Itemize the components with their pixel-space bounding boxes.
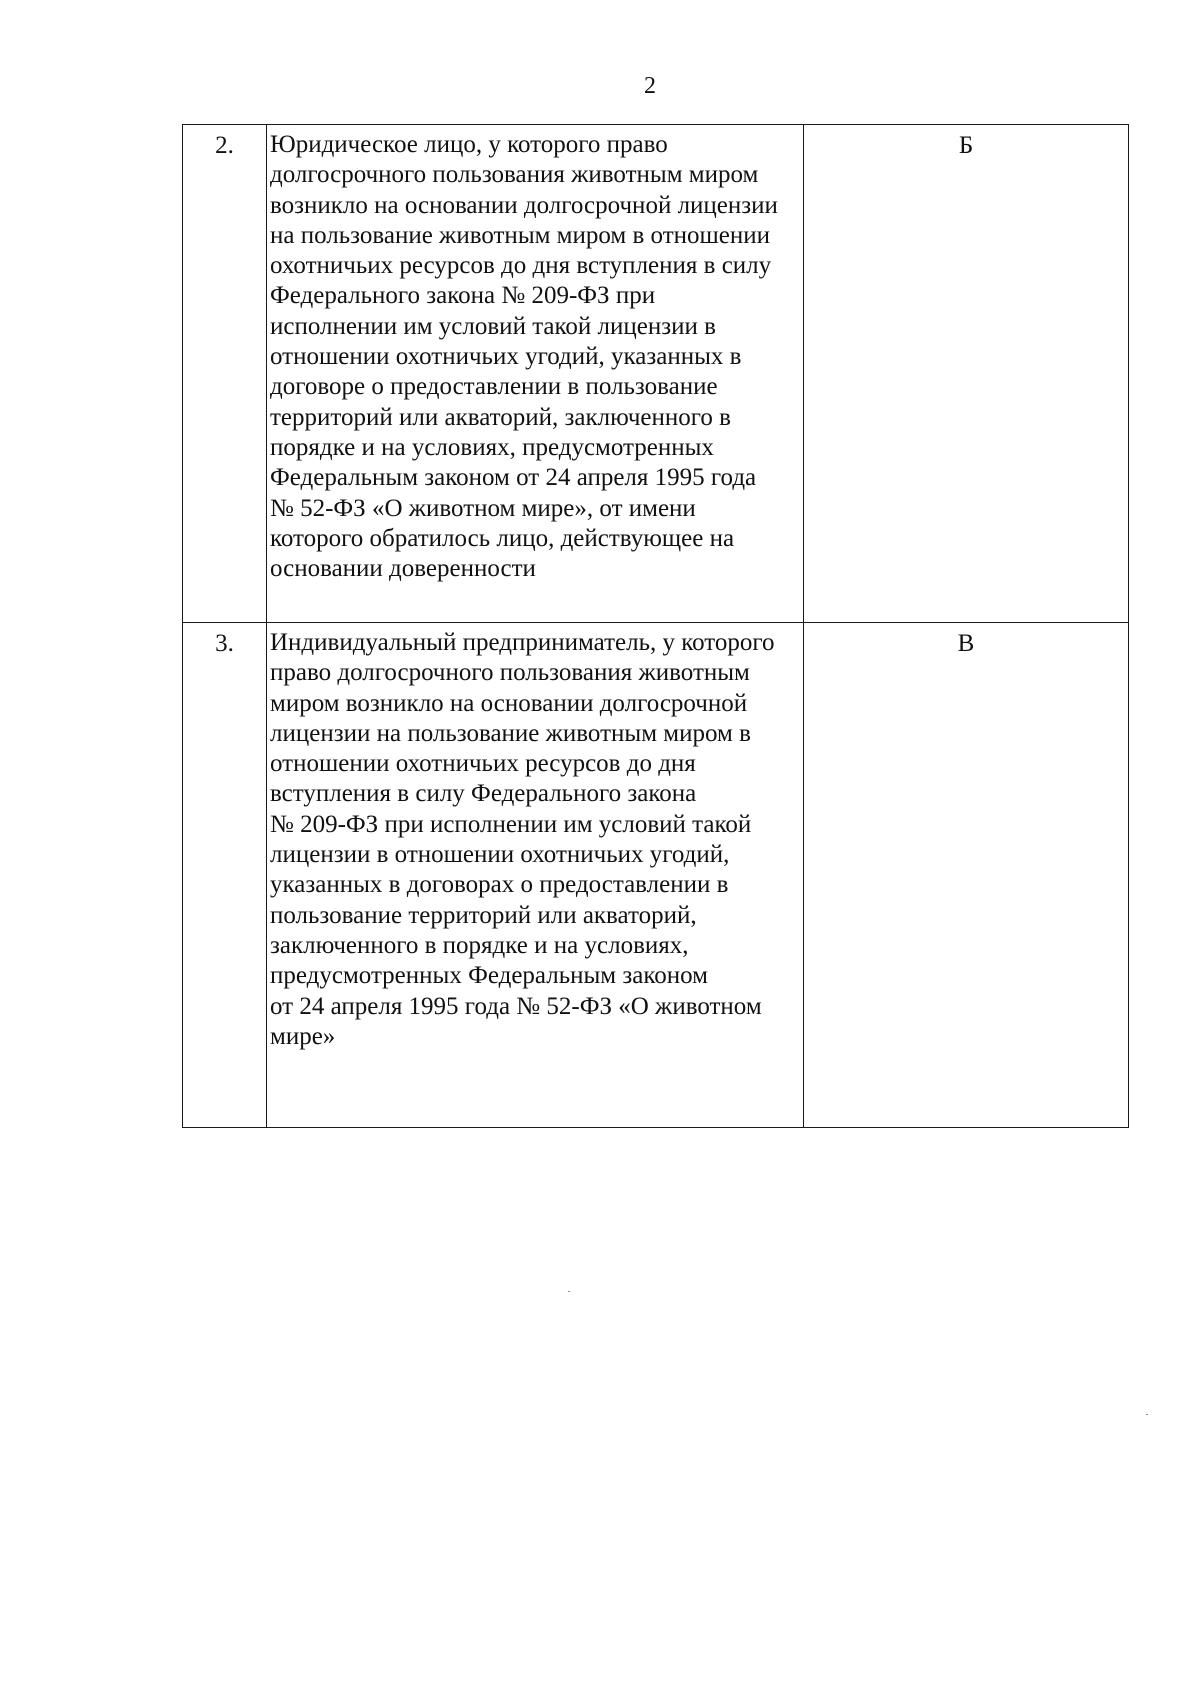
row-number: 3. xyxy=(183,623,267,1128)
row-code: Б xyxy=(804,125,1129,623)
description-line: на пользование животным миром в отношении xyxy=(270,221,770,249)
description-line: порядке и на условиях, предусмотренных xyxy=(270,433,714,461)
description-line: Федеральным законом от 24 апреля 1995 года xyxy=(270,464,757,492)
description-line: отношении охотничьих ресурсов до дня xyxy=(270,750,696,778)
row-number: 2. xyxy=(183,125,267,623)
description-line: № 52-ФЗ «О животном мире», от имени xyxy=(270,494,696,522)
description-line: долгосрочного пользования животным миром xyxy=(270,161,759,189)
description-line: Юридическое лицо, у которого право xyxy=(270,131,668,158)
description-line: лицензии в отношении охотничьих угодий, xyxy=(270,841,730,869)
description-line: мире» xyxy=(270,1022,336,1050)
document-table xyxy=(182,124,1129,1128)
description-line: которого обратилось лицо, действующее на xyxy=(270,524,735,552)
description-line: Индивидуальный предприниматель, у которого xyxy=(270,629,775,656)
description-line: заключенного в порядке и на условиях, xyxy=(270,931,689,959)
description-line: предусмотренных Федеральным законом xyxy=(270,962,708,990)
description-line: возникло на основании долгосрочной лицензии xyxy=(270,191,778,219)
description-line: отношении охотничьих угодий, указанных в xyxy=(270,343,742,371)
table-row xyxy=(183,623,1129,1128)
description-line: охотничьих ресурсов до дня вступления в силу xyxy=(270,252,772,280)
row-description xyxy=(267,623,804,1128)
description-line: указанных в договорах о предоставлении в xyxy=(270,871,729,899)
table-row xyxy=(183,125,1129,623)
description-line: от 24 апреля 1995 года № 52-ФЗ «О животном xyxy=(270,992,762,1020)
description-line: договоре о предоставлении в пользование xyxy=(270,373,718,401)
description-line: вступления в силу Федерального закона xyxy=(270,780,697,808)
description-line: основании доверенности xyxy=(270,555,536,583)
description-line: исполнении им условий такой лицензии в xyxy=(270,312,716,340)
description-line: Федерального закона № 209-ФЗ при xyxy=(270,282,656,310)
scan-speck xyxy=(1146,1414,1148,1415)
description-line: № 209-ФЗ при исполнении им условий такой xyxy=(270,810,752,838)
description-line: территорий или акваторий, заключенного в xyxy=(270,403,731,431)
description-line: миром возникло на основании долгосрочной xyxy=(270,689,748,717)
description-line: пользование территорий или акваторий, xyxy=(270,901,697,929)
description-line: право долгосрочного пользования животным xyxy=(270,659,750,687)
page-number: 2 xyxy=(644,73,656,99)
description-line: лицензии на пользование животным миром в xyxy=(270,719,751,747)
row-code: В xyxy=(804,623,1129,1128)
scan-speck xyxy=(568,1291,570,1292)
row-description xyxy=(267,125,804,623)
